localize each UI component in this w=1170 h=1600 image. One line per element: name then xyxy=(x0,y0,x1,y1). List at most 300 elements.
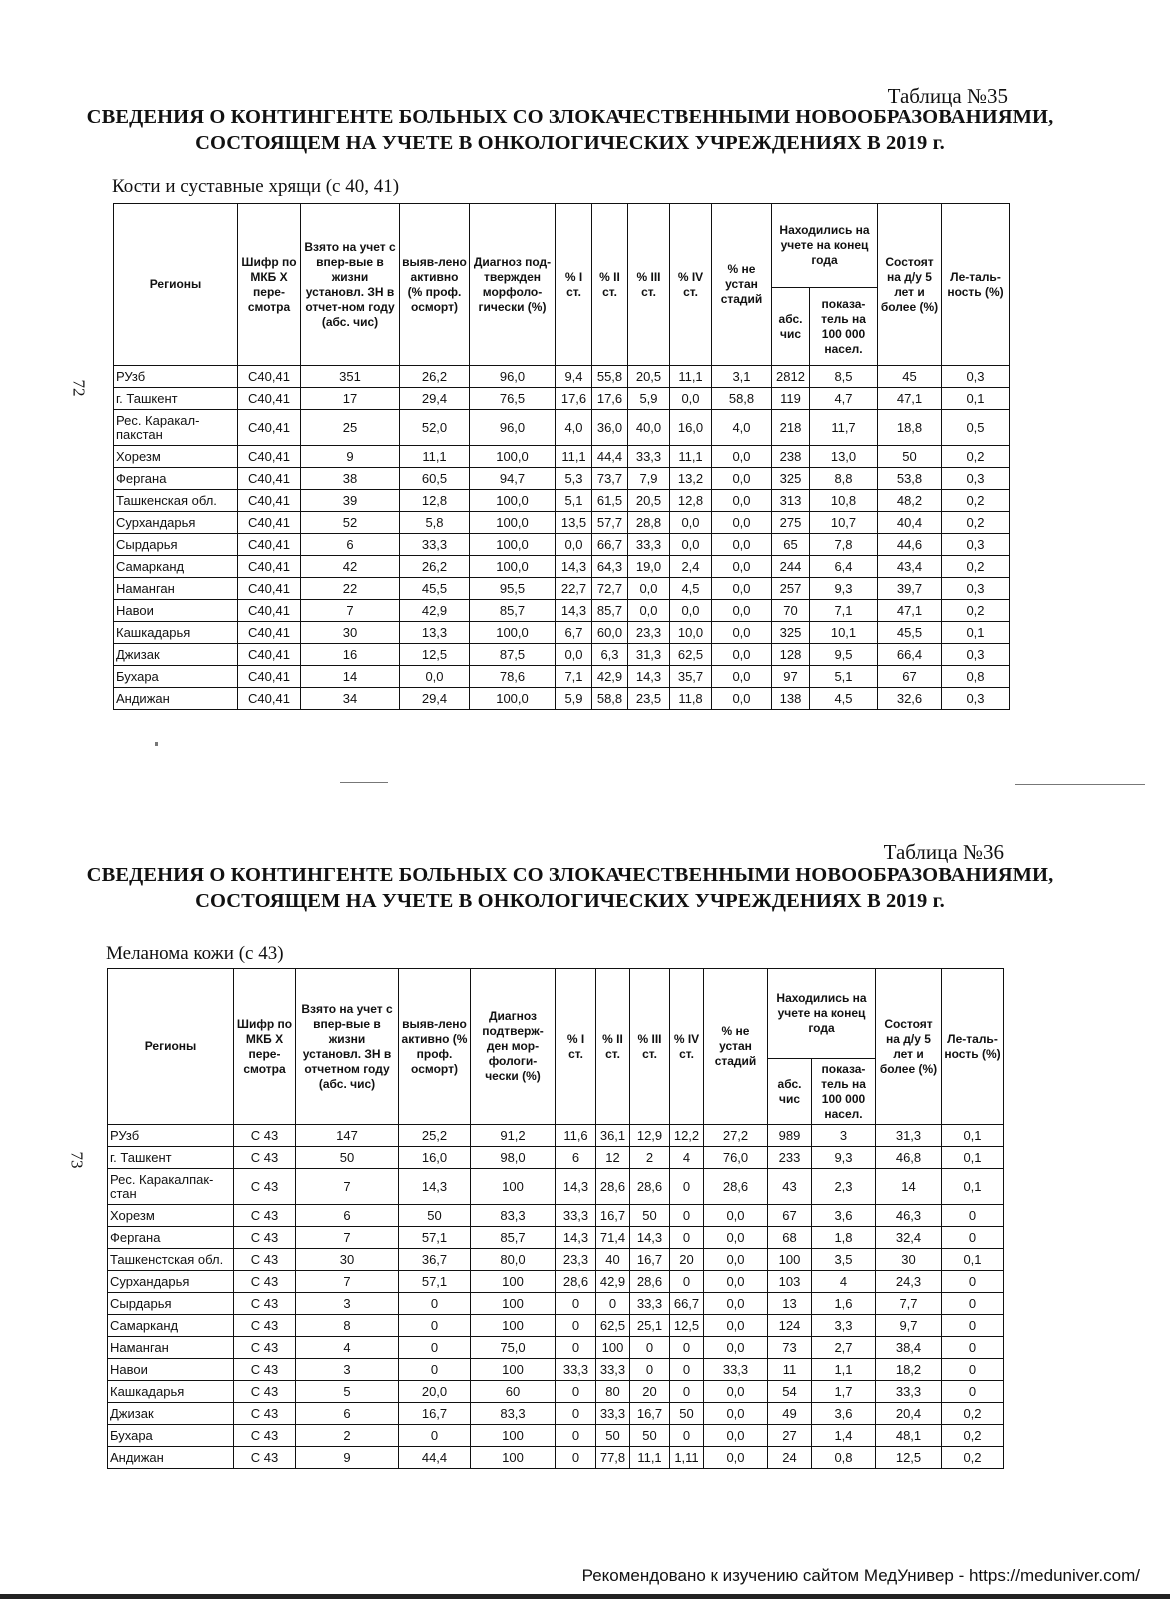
cell-morph-confirmed: 85,7 xyxy=(471,1227,556,1249)
cell-icd-code: С40,41 xyxy=(238,644,301,666)
cell-icd-code: С40,41 xyxy=(238,388,301,410)
cell-morph-confirmed: 100,0 xyxy=(470,688,556,710)
cell-morph-confirmed: 100 xyxy=(471,1271,556,1293)
header-abs: абс. чис xyxy=(772,288,810,366)
cell-stage-3: 50 xyxy=(630,1425,670,1447)
cell-region: Навои xyxy=(114,600,238,622)
cell-morph-confirmed: 78,6 xyxy=(470,666,556,688)
cell-detected-active: 0 xyxy=(399,1293,471,1315)
page-number: 73 xyxy=(67,1151,87,1169)
cell-abs: 989 xyxy=(768,1125,812,1147)
cell-stage-2: 17,6 xyxy=(592,388,628,410)
table-row xyxy=(108,1249,1004,1271)
cell-stage-3: 11,1 xyxy=(630,1447,670,1469)
cell-rate: 5,1 xyxy=(810,666,878,688)
cell-region: Кашкадарья xyxy=(114,622,238,644)
cell-icd-code: С 43 xyxy=(234,1425,296,1447)
table-title xyxy=(80,104,1060,156)
cell-rate: 4,7 xyxy=(810,388,878,410)
cell-region: Ташкенская обл. xyxy=(114,490,238,512)
cell-rate: 2,7 xyxy=(812,1337,876,1359)
cell-abs: 275 xyxy=(772,512,810,534)
cell-five-years: 45,5 xyxy=(878,622,942,644)
table-subtitle: Кости и суставные хрящи (с 40, 41) xyxy=(112,176,400,197)
cell-stage-2: 6,3 xyxy=(592,644,628,666)
table-number: Таблица №36 xyxy=(883,840,1004,864)
cell-lethality: 0,3 xyxy=(942,578,1010,600)
cell-rate: 4,5 xyxy=(810,688,878,710)
cell-no-stage: 0,0 xyxy=(704,1447,768,1469)
cell-rate: 7,8 xyxy=(810,534,878,556)
cell-detected-active: 12,8 xyxy=(400,490,470,512)
cell-rate: 10,1 xyxy=(810,622,878,644)
cell-rate: 3,6 xyxy=(812,1205,876,1227)
cell-lethality: 0,2 xyxy=(942,512,1010,534)
cell-stage-4: 0,0 xyxy=(670,512,712,534)
cell-no-stage: 0,0 xyxy=(712,688,772,710)
cell-new-cases: 8 xyxy=(296,1315,399,1337)
cell-lethality: 0 xyxy=(942,1293,1004,1315)
table-row xyxy=(114,578,1010,600)
cell-stage-1: 7,1 xyxy=(556,666,592,688)
header-stage-3: % III ст. xyxy=(628,204,670,366)
cell-abs: 257 xyxy=(772,578,810,600)
cell-region: Наманган xyxy=(108,1337,234,1359)
cell-morph-confirmed: 91,2 xyxy=(471,1125,556,1147)
cell-abs: 218 xyxy=(772,410,810,446)
cell-lethality: 0,8 xyxy=(942,666,1010,688)
cell-stage-2: 62,5 xyxy=(596,1315,630,1337)
header-stage-4: % IV ст. xyxy=(670,204,712,366)
cell-morph-confirmed: 100,0 xyxy=(470,622,556,644)
cell-abs: 233 xyxy=(768,1147,812,1169)
cell-stage-1: 0,0 xyxy=(556,534,592,556)
table-row xyxy=(108,1227,1004,1249)
cell-detected-active: 25,2 xyxy=(399,1125,471,1147)
cell-abs: 103 xyxy=(768,1271,812,1293)
cell-stage-1: 17,6 xyxy=(556,388,592,410)
cell-stage-3: 40,0 xyxy=(628,410,670,446)
header-stage-2: % II ст. xyxy=(592,204,628,366)
cell-five-years: 53,8 xyxy=(878,468,942,490)
cell-rate: 9,3 xyxy=(812,1147,876,1169)
cell-stage-4: 2,4 xyxy=(670,556,712,578)
cell-detected-active: 50 xyxy=(399,1205,471,1227)
cell-stage-1: 13,5 xyxy=(556,512,592,534)
cell-detected-active: 36,7 xyxy=(399,1249,471,1271)
table-row xyxy=(114,388,1010,410)
cell-stage-1: 6,7 xyxy=(556,622,592,644)
cell-morph-confirmed: 100,0 xyxy=(470,556,556,578)
cell-new-cases: 6 xyxy=(301,534,400,556)
cell-morph-confirmed: 100,0 xyxy=(470,534,556,556)
cell-stage-4: 0 xyxy=(670,1227,704,1249)
cell-lethality: 0 xyxy=(942,1359,1004,1381)
cell-icd-code: С 43 xyxy=(234,1147,296,1169)
cell-stage-1: 6 xyxy=(556,1147,596,1169)
cell-morph-confirmed: 100 xyxy=(471,1359,556,1381)
cell-abs: 43 xyxy=(768,1169,812,1205)
cell-no-stage: 0,0 xyxy=(712,644,772,666)
cell-stage-2: 71,4 xyxy=(596,1227,630,1249)
cell-stage-3: 28,6 xyxy=(630,1169,670,1205)
header-rate: показа-тель на 100 000 насел. xyxy=(810,288,878,366)
cell-rate: 3,5 xyxy=(812,1249,876,1271)
cell-five-years: 50 xyxy=(878,446,942,468)
cell-stage-4: 62,5 xyxy=(670,644,712,666)
cell-new-cases: 30 xyxy=(301,622,400,644)
cell-detected-active: 33,3 xyxy=(400,534,470,556)
cell-new-cases: 34 xyxy=(301,688,400,710)
cell-region: Сурхандарья xyxy=(114,512,238,534)
cell-icd-code: С 43 xyxy=(234,1381,296,1403)
cell-lethality: 0,2 xyxy=(942,1403,1004,1425)
cell-stage-3: 16,7 xyxy=(630,1403,670,1425)
cell-lethality: 0,1 xyxy=(942,1169,1004,1205)
cell-lethality: 0 xyxy=(942,1337,1004,1359)
cell-stage-3: 33,3 xyxy=(628,534,670,556)
cell-morph-confirmed: 94,7 xyxy=(470,468,556,490)
cell-morph-confirmed: 60 xyxy=(471,1381,556,1403)
cell-stage-4: 0,0 xyxy=(670,534,712,556)
cell-region: Хорезм xyxy=(108,1205,234,1227)
cell-lethality: 0,3 xyxy=(942,644,1010,666)
cell-no-stage: 0,0 xyxy=(704,1337,768,1359)
cell-abs: 244 xyxy=(772,556,810,578)
cell-rate: 1,6 xyxy=(812,1293,876,1315)
header-morph-confirmed: Диагноз подтверж-ден мор-фологи-чески (%) xyxy=(471,969,556,1125)
table-row xyxy=(114,534,1010,556)
cell-lethality: 0,1 xyxy=(942,1125,1004,1147)
cell-icd-code: С 43 xyxy=(234,1403,296,1425)
cell-new-cases: 30 xyxy=(296,1249,399,1271)
header-new-cases: Взято на учет с впер-вые в жизни установл. ЗН в отчетном году (абс. чис) xyxy=(296,969,399,1125)
cell-stage-2: 80 xyxy=(596,1381,630,1403)
cell-no-stage: 0,0 xyxy=(712,578,772,600)
cell-rate: 1,4 xyxy=(812,1425,876,1447)
cell-five-years: 38,4 xyxy=(876,1337,942,1359)
cell-lethality: 0,3 xyxy=(942,534,1010,556)
cell-region: Наманган xyxy=(114,578,238,600)
cell-lethality: 0,3 xyxy=(942,468,1010,490)
cell-five-years: 67 xyxy=(878,666,942,688)
header-morph-confirmed: Диагноз под-твержден морфоло-гически (%) xyxy=(470,204,556,366)
cell-new-cases: 52 xyxy=(301,512,400,534)
cell-no-stage: 0,0 xyxy=(712,490,772,512)
cell-icd-code: С40,41 xyxy=(238,622,301,644)
cell-detected-active: 12,5 xyxy=(400,644,470,666)
cell-five-years: 43,4 xyxy=(878,556,942,578)
cell-region: г. Ташкент xyxy=(114,388,238,410)
header-five-years: Состоят на д/у 5 лет и более (%) xyxy=(876,969,942,1125)
cell-stage-1: 11,6 xyxy=(556,1125,596,1147)
cell-five-years: 20,4 xyxy=(876,1403,942,1425)
cell-rate: 1,7 xyxy=(812,1381,876,1403)
cell-stage-2: 72,7 xyxy=(592,578,628,600)
cell-no-stage: 27,2 xyxy=(704,1125,768,1147)
cell-five-years: 30 xyxy=(876,1249,942,1271)
cell-stage-4: 0 xyxy=(670,1205,704,1227)
cell-detected-active: 60,5 xyxy=(400,468,470,490)
table-row xyxy=(114,622,1010,644)
table-row xyxy=(108,1337,1004,1359)
table-row xyxy=(108,1125,1004,1147)
cell-stage-1: 5,3 xyxy=(556,468,592,490)
cell-region: Джизак xyxy=(108,1403,234,1425)
cell-no-stage: 0,0 xyxy=(704,1381,768,1403)
cell-stage-2: 50 xyxy=(596,1425,630,1447)
cell-abs: 65 xyxy=(772,534,810,556)
cell-abs: 325 xyxy=(772,622,810,644)
cell-stage-1: 33,3 xyxy=(556,1205,596,1227)
cell-stage-2: 0 xyxy=(596,1293,630,1315)
data-table xyxy=(113,203,1010,710)
cell-stage-4: 0 xyxy=(670,1337,704,1359)
cell-abs: 138 xyxy=(772,688,810,710)
cell-abs: 2812 xyxy=(772,366,810,388)
cell-new-cases: 39 xyxy=(301,490,400,512)
cell-five-years: 39,7 xyxy=(878,578,942,600)
cell-five-years: 46,3 xyxy=(876,1205,942,1227)
cell-stage-2: 85,7 xyxy=(592,600,628,622)
cell-stage-1: 22,7 xyxy=(556,578,592,600)
cell-stage-1: 14,3 xyxy=(556,556,592,578)
cell-stage-3: 25,1 xyxy=(630,1315,670,1337)
cell-lethality: 0 xyxy=(942,1315,1004,1337)
cell-icd-code: С40,41 xyxy=(238,688,301,710)
table-row xyxy=(114,644,1010,666)
cell-detected-active: 11,1 xyxy=(400,446,470,468)
cell-icd-code: С 43 xyxy=(234,1205,296,1227)
cell-region: Кашкадарья xyxy=(108,1381,234,1403)
table-row xyxy=(108,1147,1004,1169)
table-row xyxy=(114,468,1010,490)
cell-new-cases: 2 xyxy=(296,1425,399,1447)
header-stage-3: % III ст. xyxy=(630,969,670,1125)
cell-stage-4: 0,0 xyxy=(670,600,712,622)
cell-detected-active: 52,0 xyxy=(400,410,470,446)
cell-stage-2: 57,7 xyxy=(592,512,628,534)
cell-region: Ташкенстская обл. xyxy=(108,1249,234,1271)
cell-stage-2: 28,6 xyxy=(596,1169,630,1205)
cell-region: Фергана xyxy=(114,468,238,490)
cell-five-years: 12,5 xyxy=(876,1447,942,1469)
cell-stage-3: 12,9 xyxy=(630,1125,670,1147)
cell-morph-confirmed: 100 xyxy=(471,1447,556,1469)
header-no-stage: % не устан стадий xyxy=(704,969,768,1125)
table-row xyxy=(114,600,1010,622)
cell-stage-2: 12 xyxy=(596,1147,630,1169)
cell-icd-code: С40,41 xyxy=(238,666,301,688)
cell-stage-4: 11,1 xyxy=(670,366,712,388)
cell-abs: 13 xyxy=(768,1293,812,1315)
cell-lethality: 0 xyxy=(942,1271,1004,1293)
header-lethality: Ле-таль-ность (%) xyxy=(942,969,1004,1125)
cell-stage-2: 66,7 xyxy=(592,534,628,556)
cell-region: Рес. Каракал-пакстан xyxy=(114,410,238,446)
cell-morph-confirmed: 76,5 xyxy=(470,388,556,410)
cell-no-stage: 0,0 xyxy=(704,1227,768,1249)
cell-abs: 238 xyxy=(772,446,810,468)
cell-lethality: 0,2 xyxy=(942,490,1010,512)
cell-detected-active: 16,0 xyxy=(399,1147,471,1169)
cell-lethality: 0 xyxy=(942,1205,1004,1227)
cell-stage-4: 0 xyxy=(670,1425,704,1447)
cell-abs: 119 xyxy=(772,388,810,410)
cell-icd-code: С40,41 xyxy=(238,446,301,468)
cell-detected-active: 20,0 xyxy=(399,1381,471,1403)
cell-stage-2: 33,3 xyxy=(596,1403,630,1425)
cell-stage-1: 0 xyxy=(556,1315,596,1337)
cell-rate: 1,8 xyxy=(812,1227,876,1249)
cell-morph-confirmed: 83,3 xyxy=(471,1205,556,1227)
cell-lethality: 0,2 xyxy=(942,1425,1004,1447)
cell-five-years: 48,2 xyxy=(878,490,942,512)
cell-five-years: 47,1 xyxy=(878,600,942,622)
cell-five-years: 7,7 xyxy=(876,1293,942,1315)
footer-divider xyxy=(0,1594,1170,1599)
cell-detected-active: 29,4 xyxy=(400,688,470,710)
cell-stage-2: 40 xyxy=(596,1249,630,1271)
cell-rate: 13,0 xyxy=(810,446,878,468)
cell-morph-confirmed: 95,5 xyxy=(470,578,556,600)
table-row xyxy=(114,490,1010,512)
table-row xyxy=(108,1425,1004,1447)
table-subtitle: Меланома кожи (с 43) xyxy=(106,943,284,964)
cell-no-stage: 76,0 xyxy=(704,1147,768,1169)
cell-no-stage: 0,0 xyxy=(704,1403,768,1425)
cell-detected-active: 26,2 xyxy=(400,556,470,578)
cell-no-stage: 3,1 xyxy=(712,366,772,388)
cell-stage-4: 4 xyxy=(670,1147,704,1169)
cell-new-cases: 16 xyxy=(301,644,400,666)
header-no-stage: % не устан стадий xyxy=(712,204,772,366)
data-table xyxy=(107,968,1004,1469)
cell-stage-1: 23,3 xyxy=(556,1249,596,1271)
cell-lethality: 0 xyxy=(942,1381,1004,1403)
cell-stage-2: 100 xyxy=(596,1337,630,1359)
cell-no-stage: 0,0 xyxy=(712,512,772,534)
cell-region: РУзб xyxy=(108,1125,234,1147)
cell-new-cases: 7 xyxy=(296,1169,399,1205)
cell-new-cases: 4 xyxy=(296,1337,399,1359)
cell-new-cases: 3 xyxy=(296,1359,399,1381)
cell-stage-3: 5,9 xyxy=(628,388,670,410)
cell-rate: 10,7 xyxy=(810,512,878,534)
cell-no-stage: 58,8 xyxy=(712,388,772,410)
table-title-line: СОСТОЯЩЕМ НА УЧЕТЕ В ОНКОЛОГИЧЕСКИХ УЧРЕЖДЕНИЯХ В 2019 г. xyxy=(195,132,945,154)
cell-new-cases: 9 xyxy=(301,446,400,468)
cell-icd-code: С40,41 xyxy=(238,600,301,622)
cell-stage-2: 36,0 xyxy=(592,410,628,446)
cell-stage-3: 23,5 xyxy=(628,688,670,710)
cell-stage-2: 16,7 xyxy=(596,1205,630,1227)
cell-detected-active: 29,4 xyxy=(400,388,470,410)
cell-lethality: 0,2 xyxy=(942,446,1010,468)
table-row xyxy=(108,1205,1004,1227)
cell-region: г. Ташкент xyxy=(108,1147,234,1169)
cell-stage-3: 16,7 xyxy=(630,1249,670,1271)
cell-new-cases: 25 xyxy=(301,410,400,446)
cell-abs: 11 xyxy=(768,1359,812,1381)
cell-stage-2: 61,5 xyxy=(592,490,628,512)
cell-no-stage: 0,0 xyxy=(712,556,772,578)
cell-rate: 10,8 xyxy=(810,490,878,512)
cell-stage-1: 0 xyxy=(556,1381,596,1403)
cell-detected-active: 57,1 xyxy=(399,1271,471,1293)
header-abs: абс. чис xyxy=(768,1059,812,1125)
cell-rate: 3 xyxy=(812,1125,876,1147)
cell-stage-3: 0,0 xyxy=(628,600,670,622)
cell-no-stage: 0,0 xyxy=(712,600,772,622)
cell-lethality: 0,3 xyxy=(942,366,1010,388)
cell-five-years: 24,3 xyxy=(876,1271,942,1293)
cell-icd-code: С 43 xyxy=(234,1271,296,1293)
cell-region: Сырдарья xyxy=(114,534,238,556)
cell-region: Андижан xyxy=(108,1447,234,1469)
cell-abs: 27 xyxy=(768,1425,812,1447)
table-row xyxy=(108,1403,1004,1425)
cell-abs: 54 xyxy=(768,1381,812,1403)
cell-lethality: 0,2 xyxy=(942,1447,1004,1469)
cell-no-stage: 28,6 xyxy=(704,1169,768,1205)
cell-morph-confirmed: 96,0 xyxy=(470,366,556,388)
header-stage-4: % IV ст. xyxy=(670,969,704,1125)
cell-morph-confirmed: 80,0 xyxy=(471,1249,556,1271)
cell-no-stage: 0,0 xyxy=(704,1205,768,1227)
table-row xyxy=(114,410,1010,446)
cell-region: Сырдарья xyxy=(108,1293,234,1315)
cell-detected-active: 13,3 xyxy=(400,622,470,644)
cell-no-stage: 0,0 xyxy=(704,1249,768,1271)
header-region: Регионы xyxy=(108,969,234,1125)
cell-morph-confirmed: 75,0 xyxy=(471,1337,556,1359)
cell-five-years: 47,1 xyxy=(878,388,942,410)
table-title-line: СОСТОЯЩЕМ НА УЧЕТЕ В ОНКОЛОГИЧЕСКИХ УЧРЕЖДЕНИЯХ В 2019 г. xyxy=(195,890,945,912)
cell-abs: 325 xyxy=(772,468,810,490)
cell-stage-4: 66,7 xyxy=(670,1293,704,1315)
cell-detected-active: 0 xyxy=(399,1359,471,1381)
cell-lethality: 0,2 xyxy=(942,600,1010,622)
header-region: Регионы xyxy=(114,204,238,366)
cell-morph-confirmed: 85,7 xyxy=(470,600,556,622)
cell-stage-3: 14,3 xyxy=(630,1227,670,1249)
cell-icd-code: С40,41 xyxy=(238,534,301,556)
cell-detected-active: 0 xyxy=(399,1315,471,1337)
header-icd-code: Шифр по МКБ X пере-смотра xyxy=(234,969,296,1125)
cell-stage-4: 1,11 xyxy=(670,1447,704,1469)
cell-detected-active: 0 xyxy=(399,1425,471,1447)
cell-lethality: 0 xyxy=(942,1227,1004,1249)
table-row xyxy=(114,512,1010,534)
cell-rate: 0,8 xyxy=(812,1447,876,1469)
cell-stage-3: 20,5 xyxy=(628,490,670,512)
cell-stage-4: 35,7 xyxy=(670,666,712,688)
cell-stage-2: 44,4 xyxy=(592,446,628,468)
cell-rate: 3,6 xyxy=(812,1403,876,1425)
cell-detected-active: 57,1 xyxy=(399,1227,471,1249)
cell-icd-code: С40,41 xyxy=(238,366,301,388)
cell-stage-1: 0,0 xyxy=(556,644,592,666)
cell-stage-3: 0 xyxy=(630,1359,670,1381)
table-row xyxy=(108,1447,1004,1469)
cell-stage-4: 12,2 xyxy=(670,1125,704,1147)
cell-icd-code: С40,41 xyxy=(238,468,301,490)
cell-morph-confirmed: 100,0 xyxy=(470,446,556,468)
cell-new-cases: 351 xyxy=(301,366,400,388)
table-number: Таблица №35 xyxy=(887,84,1008,108)
cell-rate: 1,1 xyxy=(812,1359,876,1381)
